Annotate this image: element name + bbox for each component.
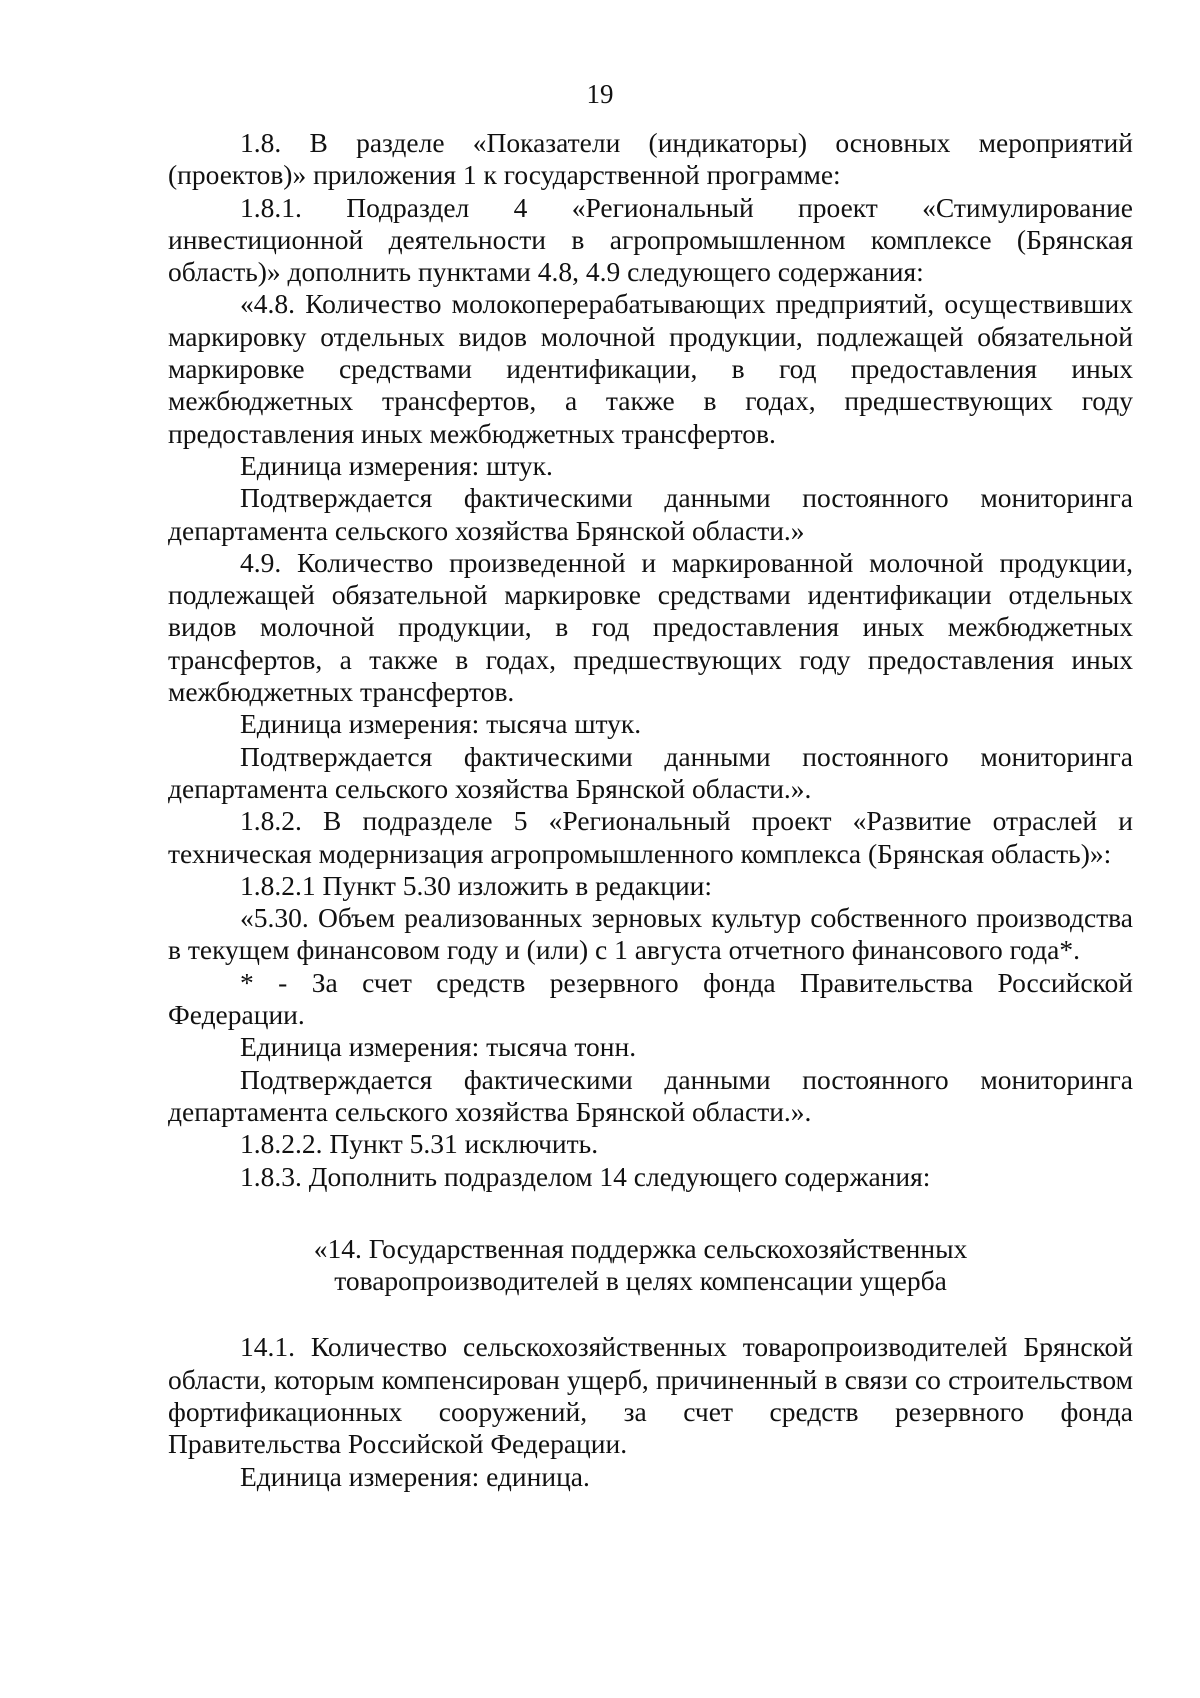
paragraph-5-30: «5.30. Объем реализованных зерновых культур собственного производства в текущем финансовом году и (или) с 1 августа отчетного финансового года*. [168,902,1133,966]
paragraph-1-8-3: 1.8.3. Дополнить подразделом 14 следующего содержания: [240,1160,931,1192]
paragraph-4-9-source: Подтверждается фактическими данными постоянного мониторинга департамента сельского хозяйства Брянской области.». [168,740,1133,804]
paragraph-1-8-2-1: 1.8.2.1 Пункт 5.30 изложить в редакции: [240,869,713,901]
paragraph-14-1: 14.1. Количество сельскохозяйственных товаропроизводителей Брянской области, которым компенсирован ущерб, причиненный в связи со строительством фортификационных сооружений, за счет средств резервного фонда Правительства Российской Федерации. [168,1331,1133,1460]
paragraph-4-9-unit: Единица измерения: тысяча штук. [240,708,642,740]
document-body [168,127,1133,1493]
paragraph-5-30-source: Подтверждается фактическими данными постоянного мониторинга департамента сельского хозяйства Брянской области.». [168,1063,1133,1127]
paragraph-5-30-unit: Единица измерения: тысяча тонн. [240,1031,637,1063]
paragraph-1-8-1: 1.8.1. Подраздел 4 «Региональный проект «Стимулирование инвестиционной деятельности в агропромышленном комплексе (Брянская область)» дополнить пунктами 4.8, 4.9 следующего содержания: [168,191,1133,288]
section-14-heading-line-1: «14. Государственная поддержка сельскохозяйственных [313,1232,968,1264]
section-14-heading [168,1233,1133,1298]
paragraph-4-8-unit: Единица измерения: штук. [240,449,553,481]
paragraph-1-8: 1.8. В разделе «Показатели (индикаторы) основных мероприятий (проектов)» приложения 1 к государственной программе: [168,127,1133,191]
paragraph-4-9: 4.9. Количество произведенной и маркированной молочной продукции, подлежащей обязательной маркировке средствами идентификации отдельных видов молочной продукции, в год предоставления иных межбюджетных трансфертов, а также в годах, предшествующих году предоставления иных межбюджетных трансфертов. [168,546,1133,708]
section-14-heading-line-2: товаропроизводителей в целях компенсации ущерба [334,1265,947,1297]
paragraph-4-8-source: Подтверждается фактическими данными постоянного мониторинга департамента сельского хозяйства Брянской области.» [168,482,1133,546]
paragraph-4-8: «4.8. Количество молокоперерабатывающих предприятий, осуществивших маркировку отдельных видов молочной продукции, подлежащей обязательной маркировке средствами идентификации, в год предоставления иных межбюджетных трансфертов, а также в годах, предшествующих году предоставления иных межбюджетных трансфертов. [168,288,1133,449]
paragraph-1-8-2: 1.8.2. В подразделе 5 «Региональный проект «Развитие отраслей и техническая модернизация агропромышленного комплекса (Брянская область)»: [168,805,1133,869]
paragraph-5-30-footnote: * - За счет средств резервного фонда Правительства Российской Федерации. [168,966,1133,1031]
paragraph-1-8-2-2: 1.8.2.2. Пункт 5.31 исключить. [240,1128,599,1160]
paragraph-14-1-unit: Единица измерения: единица. [240,1460,590,1492]
page-number: 19 [586,79,614,109]
